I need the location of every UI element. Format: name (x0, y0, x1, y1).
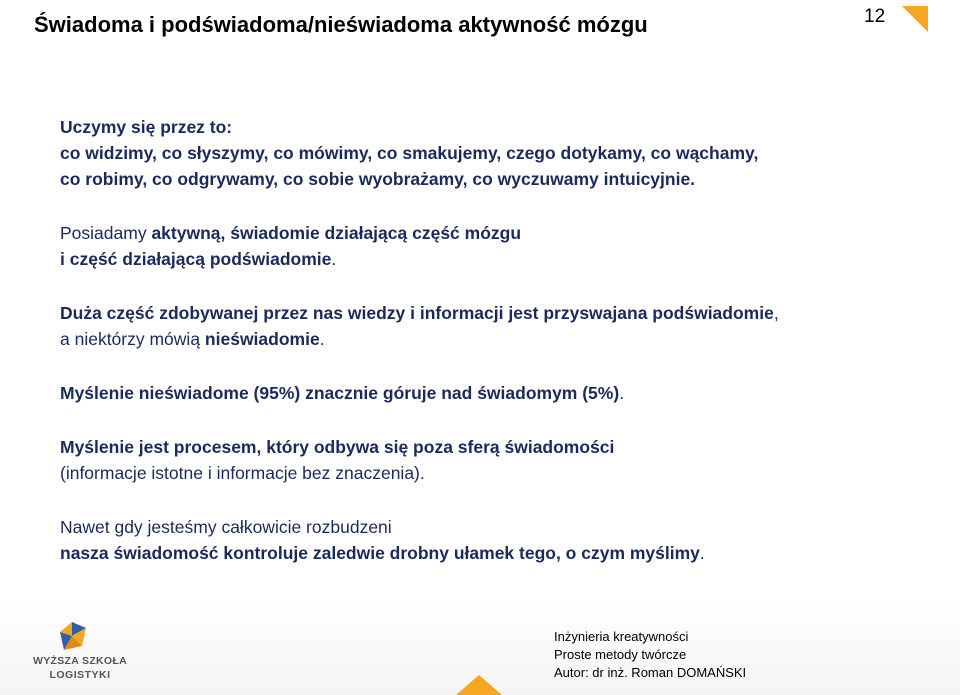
slide-title: Świadoma i podświadoma/nieświadoma aktywność mózgu (34, 12, 648, 37)
slide-content (60, 114, 940, 594)
brain-parts-end: . (331, 249, 337, 269)
logo-text-school: WYŻSZA SZKOŁA (33, 655, 127, 667)
awareness-main: nasza świadomość kontroluje zaledwie drobny ułamek tego, o czym myślimy (60, 543, 700, 563)
thinking-ratio: Myślenie nieświadome (95%) znacznie góruje nad świadomym (5%) (60, 383, 620, 403)
paragraph-senses (60, 114, 940, 192)
paragraph-thinking-ratio (60, 380, 940, 406)
senses-line-2: co robimy, co odgrywamy, co sobie wyobrażamy, co wyczuwamy intuicyjnie. (60, 169, 696, 189)
logo-text-logistics: LOGISTYKI (49, 669, 111, 681)
paragraph-awareness (60, 514, 940, 566)
footer-author: Autor: dr inż. Roman DOMAŃSKI (554, 665, 747, 680)
knowledge-end: . (319, 329, 325, 349)
knowledge-unconscious: nieświadomie (204, 329, 320, 349)
awareness-lead: Nawet gdy jesteśmy całkowicie rozbudzeni (60, 517, 392, 537)
thinking-process-detail: (informacje istotne i informacje bez znaczenia). (60, 463, 425, 483)
knowledge-others: a niektórzy mówią (60, 329, 205, 349)
brain-parts-conscious: aktywną, świadomie działającą część mózgu (151, 223, 522, 243)
paragraph-thinking-process (60, 434, 940, 486)
bottom-triangle-icon (456, 675, 502, 695)
thinking-process: Myślenie jest procesem, który odbywa się poza sferą świadomości (60, 437, 615, 457)
page-number: 12 (864, 6, 886, 27)
paragraph-brain-parts (60, 220, 940, 272)
corner-triangle-icon (900, 4, 930, 34)
senses-intro: Uczymy się przez to: (60, 117, 233, 137)
senses-line-1: co widzimy, co słyszymy, co mówimy, co smakujemy, czego dotykamy, co wąchamy, (60, 143, 759, 163)
awareness-end: . (699, 543, 705, 563)
brain-parts-lead: Posiadamy (60, 223, 152, 243)
knowledge-comma: , (773, 303, 779, 323)
brain-parts-subconscious: i część działającą podświadomie (60, 249, 332, 269)
footer-course: Inżynieria kreatywności (554, 629, 689, 644)
paragraph-knowledge (60, 300, 940, 352)
thinking-ratio-end: . (619, 383, 625, 403)
footer-info (554, 628, 746, 682)
knowledge-main: Duża część zdobywanej przez nas wiedzy i informacji jest przyswajana podświadomie (60, 303, 774, 323)
footer-topic: Proste metody twórcze (554, 647, 687, 662)
